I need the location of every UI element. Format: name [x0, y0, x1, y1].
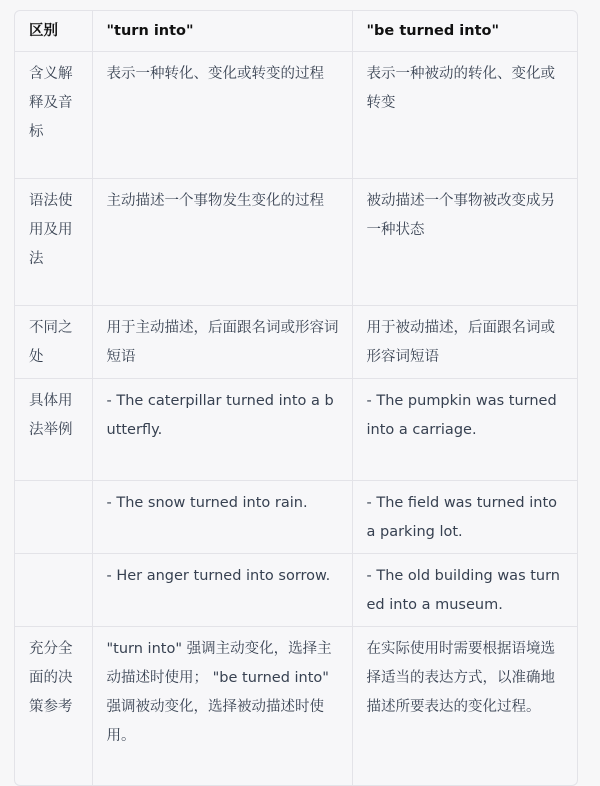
table-row	[15, 179, 577, 306]
table-row	[15, 379, 577, 481]
table-cell: - The caterpillar turned into a butterfly.	[92, 379, 352, 481]
table-cell: 含义解释及音标	[15, 52, 92, 179]
table-row	[15, 306, 577, 379]
table-cell: 充分全面的决策参考	[15, 627, 92, 785]
table-cell: - The pumpkin was turned into a carriage.	[352, 379, 577, 481]
table-row	[15, 52, 577, 179]
header-cell: "turn into"	[92, 11, 352, 52]
table-cell	[15, 554, 92, 627]
table-cell: 用于被动描述，后面跟名词或形容词短语	[352, 306, 577, 379]
table-row	[15, 481, 577, 554]
table-cell: 表示一种被动的转化、变化或转变	[352, 52, 577, 179]
table-cell: 在实际使用时需要根据语境选择适当的表达方式，以准确地描述所要表达的变化过程。	[366, 641, 555, 715]
table-cell: 被动描述一个事物被改变成另一种状态	[352, 179, 577, 306]
table-cell: - The old building was turned into a museum.	[352, 554, 577, 627]
table-cell: - Her anger turned into sorrow.	[92, 554, 352, 627]
table-cell: "turn into" 强调主动变化，选择主动描述时使用； "be turned into" 强调被动变化，选择被动描述时使用。	[92, 627, 352, 785]
table-cell: 语法使用及用法	[15, 179, 92, 306]
table-row	[15, 554, 577, 627]
header-cell: "be turned into"	[352, 11, 577, 52]
table-cell: 表示一种转化、变化或转变的过程	[92, 52, 352, 179]
table-cell: 具体用法举例	[15, 379, 92, 481]
table-cell: 用于主动描述，后面跟名词或形容词短语	[92, 306, 352, 379]
header-row	[15, 11, 577, 52]
table-cell: - The field was turned into a parking lot.	[352, 481, 577, 554]
table-cell	[15, 481, 92, 554]
table-cell: 不同之处	[15, 306, 92, 379]
comparison-table-container	[14, 10, 578, 786]
table-cell: - The snow turned into rain.	[92, 481, 352, 554]
comparison-table	[15, 11, 577, 785]
table-cell: 主动描述一个事物发生变化的过程	[92, 179, 352, 306]
header-cell: 区别	[15, 11, 92, 52]
table-row	[15, 627, 577, 785]
